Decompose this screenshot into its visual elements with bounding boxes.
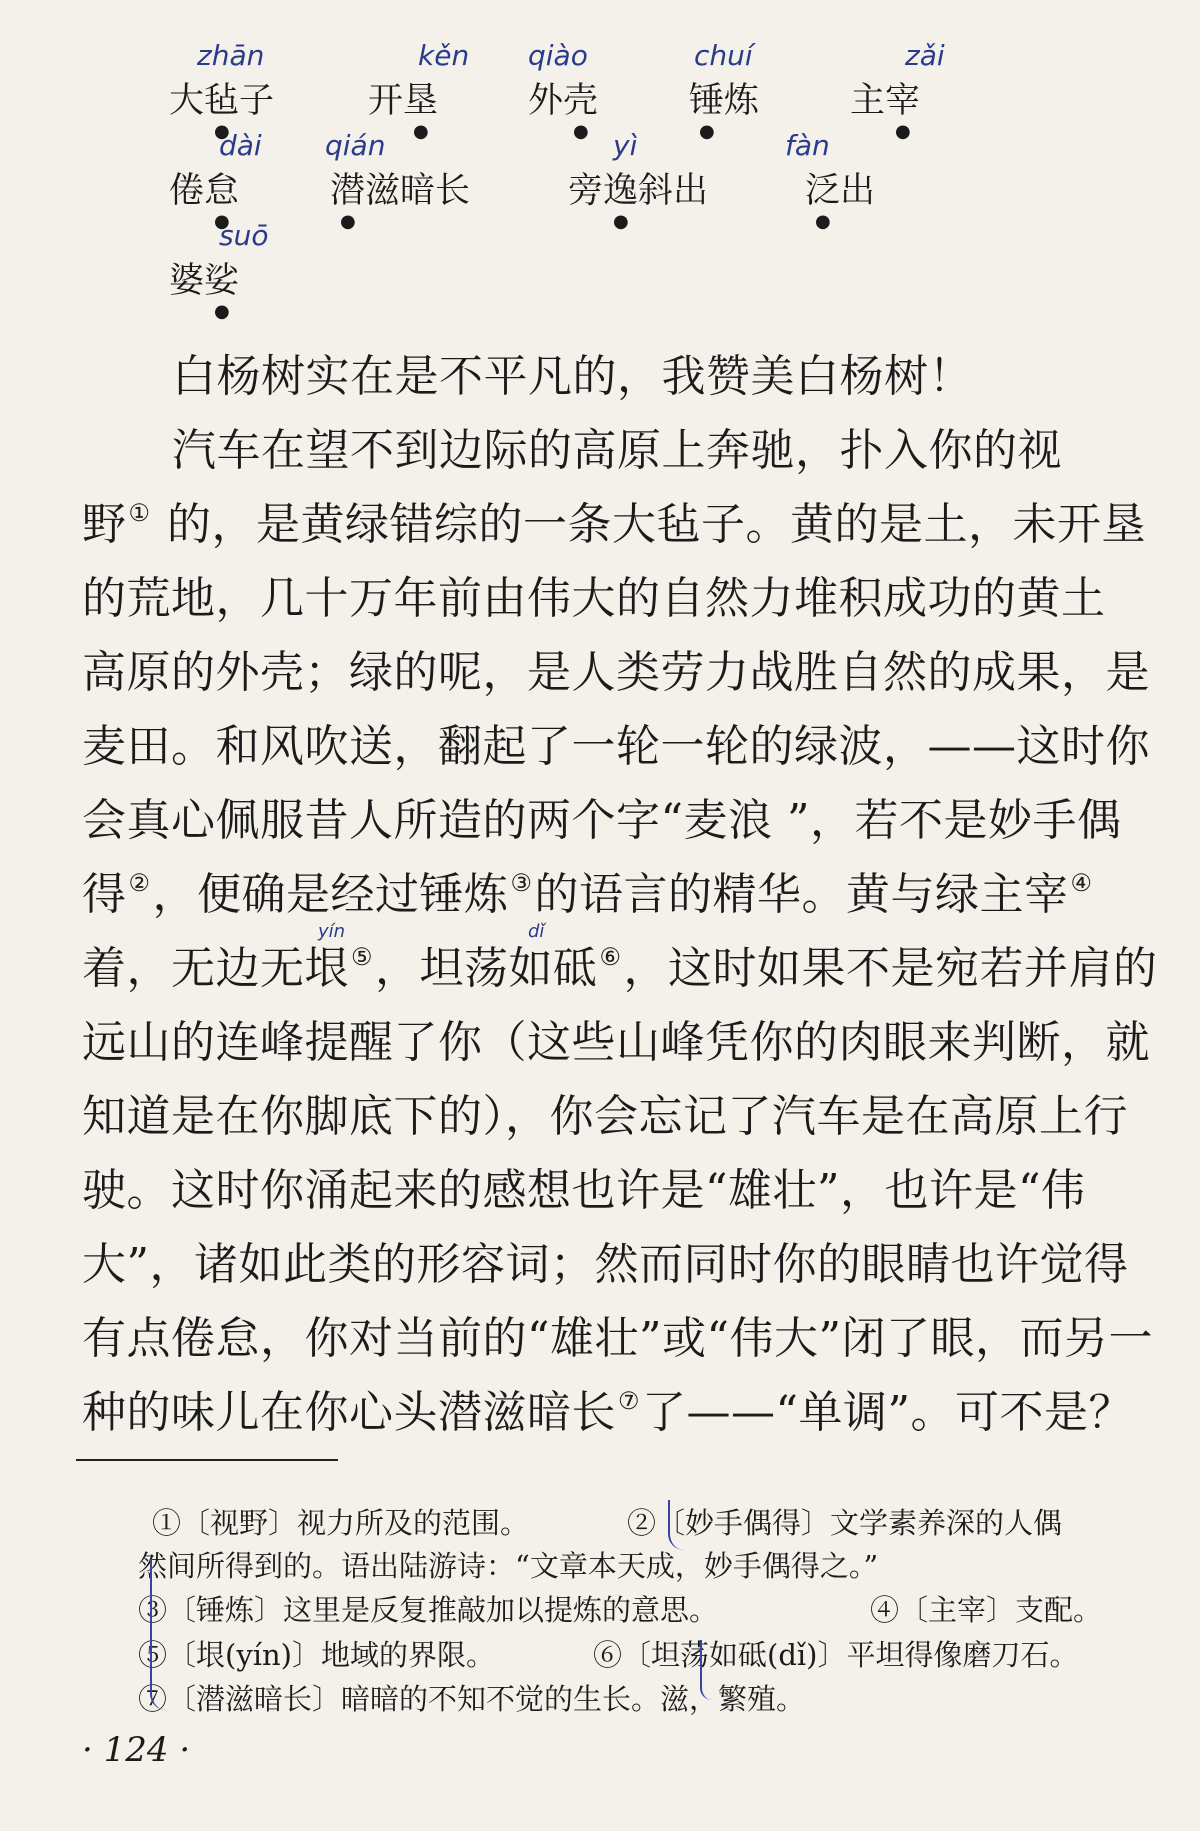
vocab-item — [528, 80, 598, 142]
vocab-item — [169, 260, 239, 322]
text-segment: 野 — [82, 499, 127, 550]
footnote-marker: ⑥ — [599, 943, 622, 971]
text-line — [82, 1228, 1129, 1302]
vocab-item — [568, 170, 708, 232]
handwritten-bracket — [700, 1640, 712, 1700]
vocab-text: 倦 — [169, 171, 205, 211]
text-segment: ，便确是经过锤炼 — [152, 869, 509, 920]
text-segment: 知道是在你脚底下的），你会忘记了汽车是在高原上行 — [82, 1091, 1128, 1142]
text-line — [82, 1154, 1085, 1228]
emphasized-character: 娑 — [204, 261, 240, 301]
emphasized-character: 宰 — [885, 81, 921, 121]
footnote-4: ④〔主宰〕支配。 — [870, 1593, 1103, 1627]
footnote-divider — [76, 1459, 338, 1461]
vocab-item — [805, 170, 875, 232]
text-segment: 的语言的精华。黄与绿主宰 — [534, 869, 1069, 920]
handwritten-pinyin: qián — [325, 129, 386, 162]
handwritten-bracket — [668, 1500, 684, 1550]
vocab-text: 婆 — [169, 261, 205, 301]
text-segment: 有点倦怠，你对当前的“雄壮”或“伟大”闭了眼，而另一 — [82, 1313, 1153, 1364]
text-line — [82, 562, 1106, 636]
vocab-item — [330, 170, 470, 232]
text-line — [82, 1006, 1150, 1080]
text-line — [82, 710, 1150, 784]
text-segment: 了——“单调”。可不是？ — [642, 1387, 1134, 1438]
handwritten-pinyin: zhān — [197, 39, 265, 72]
text-segment: 得 — [82, 869, 127, 920]
footnote-5: ⑤〔垠(yín)〕地域的界限。 — [138, 1638, 495, 1672]
vocab-text: 大 — [169, 81, 205, 121]
text-line — [82, 1080, 1128, 1154]
text-segment: 的荒地，几十万年前由伟大的自然力堆积成功的黄土 — [82, 573, 1106, 624]
text-segment: ，这时如果不是宛若并肩的 — [623, 943, 1158, 994]
handwritten-bracket — [150, 1560, 166, 1710]
text-segment: 着，无边无垠 — [82, 943, 349, 994]
text-line — [82, 1376, 1133, 1450]
footnote-marker: ⑦ — [618, 1387, 641, 1415]
handwritten-pinyin: dài — [219, 129, 262, 162]
text-segment: 大”，诸如此类的形容词；然而同时你的眼睛也许觉得 — [82, 1239, 1129, 1290]
text-line — [172, 414, 1062, 488]
vocab-text: 出 — [840, 171, 876, 211]
text-line — [82, 488, 1146, 562]
handwritten-pinyin: dǐ — [528, 921, 545, 942]
footnote-6: ⑥〔坦荡如砥(dǐ)〕平坦得像磨刀石。 — [593, 1638, 1079, 1672]
emphasized-character: 逸 — [603, 171, 639, 211]
vocab-text: 炼 — [724, 81, 760, 121]
text-segment: 驶。这时你涌起来的感想也许是“雄壮”，也许是“伟 — [82, 1165, 1086, 1216]
vocab-text: 子 — [239, 81, 275, 121]
text-line — [82, 784, 1121, 858]
text-segment: 高原的外壳；绿的呢，是人类劳力战胜自然的成果，是 — [82, 647, 1150, 698]
text-segment: 种的味儿在你心头潜滋暗长 — [82, 1387, 616, 1438]
vocab-text: 开 — [368, 81, 404, 121]
footnote-7: ⑦〔潜滋暗长〕暗暗的不知不觉的生长。滋，繁殖。 — [138, 1682, 806, 1716]
vocab-text: 斜出 — [638, 171, 709, 211]
text-segment: 会真心佩服昔人所造的两个字“麦浪 ”，若不是妙手偶 — [82, 795, 1122, 846]
handwritten-pinyin: kěn — [418, 39, 470, 72]
vocab-item — [850, 80, 920, 142]
handwritten-pinyin: qiào — [528, 39, 588, 72]
footnote-marker: ⑤ — [351, 943, 374, 971]
footnote-marker: ① — [128, 499, 151, 527]
handwritten-pinyin: fàn — [785, 129, 830, 162]
handwritten-pinyin: chuí — [694, 39, 753, 72]
text-segment: 白杨树实在是不平凡的，我赞美白杨树！ — [172, 351, 973, 402]
footnote-3: ③〔锤炼〕这里是反复推敲加以提炼的意思。 — [138, 1593, 719, 1627]
emphasized-character: 壳 — [563, 81, 599, 121]
emphasized-character: 怠 — [204, 171, 240, 211]
text-line — [82, 932, 1158, 1006]
vocab-text: 滋暗长 — [365, 171, 471, 211]
text-segment: 麦田。和风吹送，翻起了一轮一轮的绿波，——这时你 — [82, 721, 1150, 772]
text-segment: 的，是黄绿错综的一条大毡子。黄的是土，未开垦 — [152, 499, 1146, 550]
emphasized-character: 泛 — [805, 171, 841, 211]
vocab-item — [689, 80, 759, 142]
emphasized-character: 垦 — [403, 81, 439, 121]
emphasized-character: 锤 — [689, 81, 725, 121]
text-segment: ，坦荡如砥 — [375, 943, 598, 994]
text-segment: 汽车在望不到边际的高原上奔驰，扑入你的视 — [172, 425, 1062, 476]
emphasized-character: 潜 — [330, 171, 366, 211]
text-line — [82, 858, 1095, 932]
text-line — [82, 1302, 1153, 1376]
footnote-1: ①〔视野〕视力所及的范围。 — [152, 1506, 530, 1540]
vocab-text: 外 — [528, 81, 564, 121]
handwritten-pinyin: suō — [219, 219, 269, 252]
footnote-marker: ③ — [510, 869, 533, 897]
emphasized-character: 毡 — [204, 81, 240, 121]
text-segment: 远山的连峰提醒了你（这些山峰凭你的肉眼来判断，就 — [82, 1017, 1150, 1068]
handwritten-pinyin: zǎi — [905, 39, 945, 72]
footnote-2: ②〔妙手偶得〕文学素养深的人偶 — [627, 1506, 1063, 1540]
footnote-2-cont: 然间所得到的。语出陆游诗：“文章本天成，妙手偶得之。” — [138, 1549, 879, 1583]
vocab-text: 旁 — [568, 171, 604, 211]
footnote-marker: ④ — [1070, 869, 1093, 897]
handwritten-pinyin: yì — [613, 129, 638, 162]
text-line — [172, 340, 973, 414]
text-line — [82, 636, 1150, 710]
vocab-text: 主 — [850, 81, 886, 121]
page-number: · 124 · — [82, 1730, 191, 1770]
handwritten-pinyin: yín — [318, 921, 346, 942]
footnote-marker: ② — [128, 869, 151, 897]
